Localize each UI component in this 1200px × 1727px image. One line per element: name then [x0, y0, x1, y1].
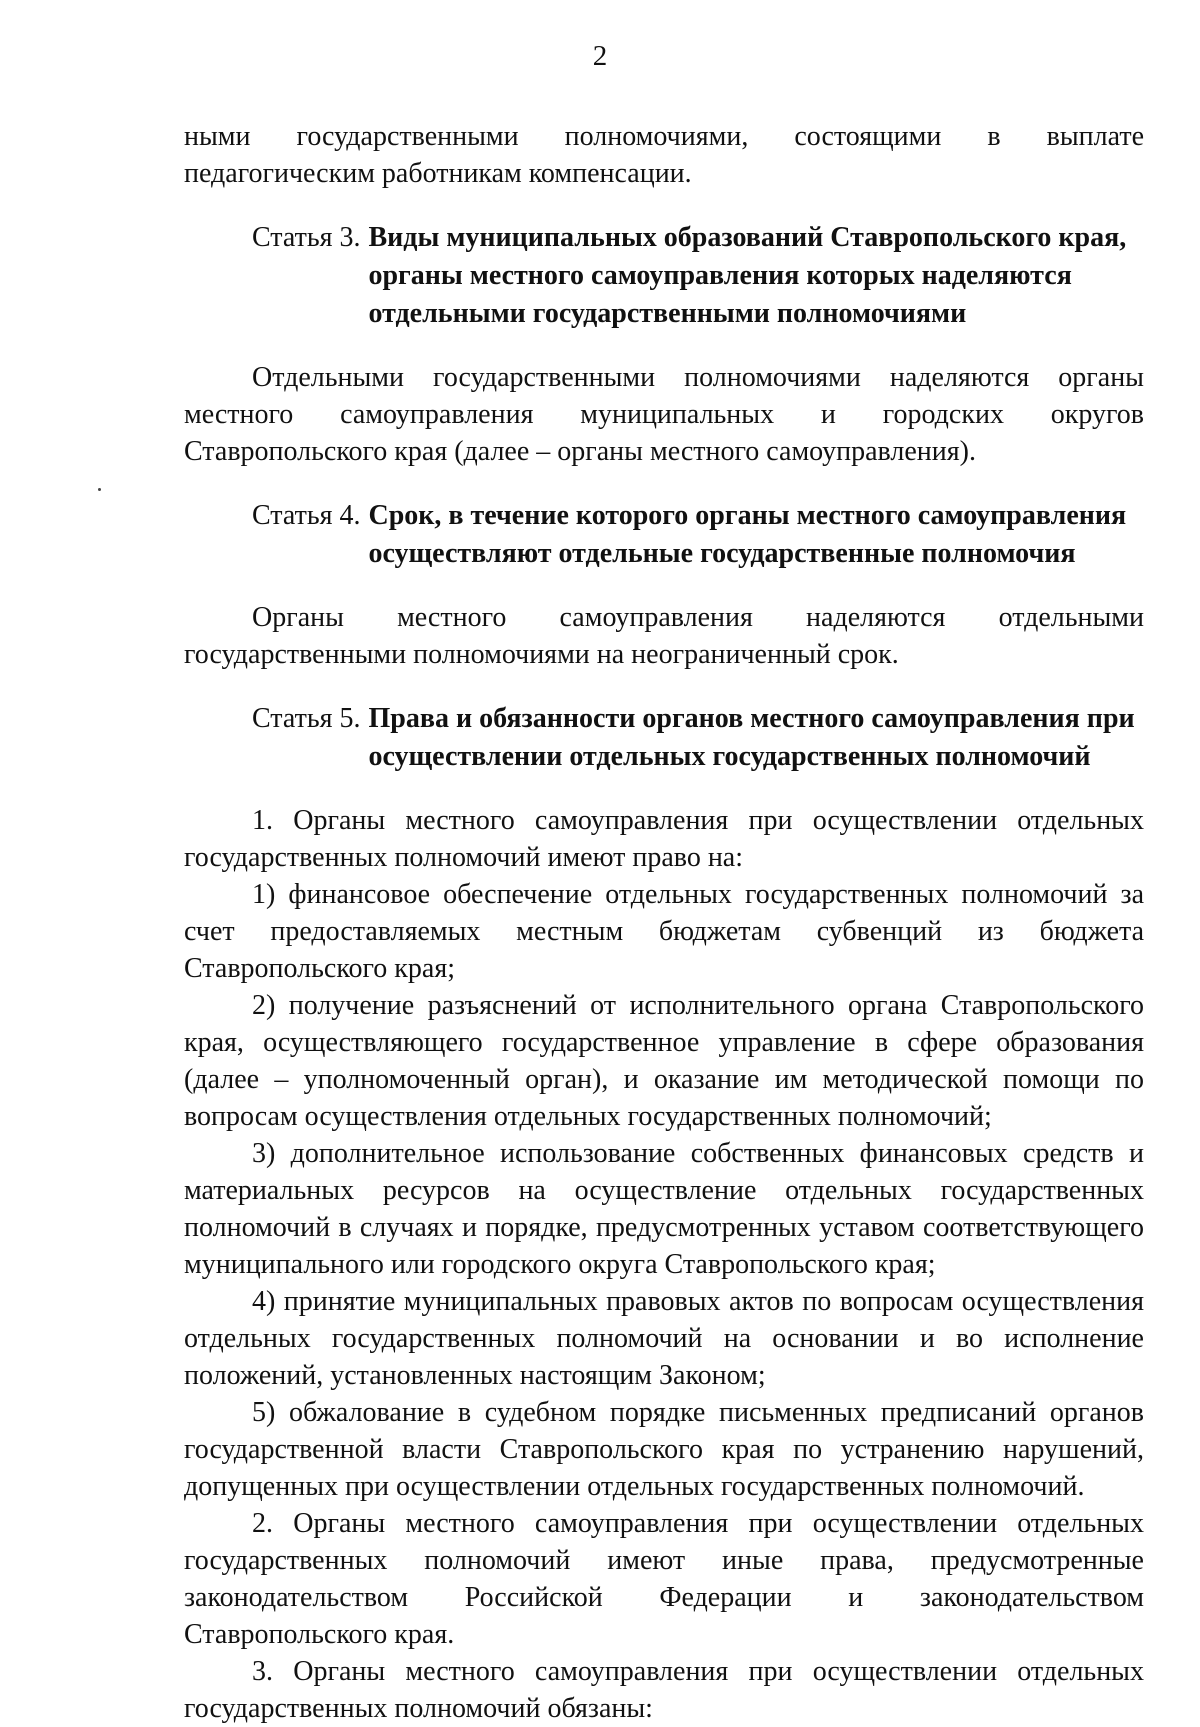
- article-3-text: Отдельными государственными полномочиями наделяются органы местного самоуправления муниципальных и городских округов Ставропольского края (далее – органы местного самоуправления).: [184, 362, 1144, 467]
- article-5-label: Статья 5.: [252, 703, 361, 734]
- article-3-label: Статья 3.: [252, 222, 361, 253]
- page-number: 2: [592, 40, 608, 72]
- article-5-paragraph: 4) принятие муниципальных правовых актов по вопросам осуществления отдельных государственных полномочий на основании и во исполнение положений, установленных настоящим Законом;: [184, 1286, 1144, 1391]
- article-3-title-line: органы местного самоуправления которых наделяются: [368, 260, 1072, 291]
- scan-artifact-dot: [98, 488, 101, 491]
- article-4-text: Органы местного самоуправления наделяются отдельными государственными полномочиями на неограниченный срок.: [184, 602, 1144, 670]
- article-5-paragraph: 5) обжалование в судебном порядке письменных предписаний органов государственной власти Ставропольского края по устранению нарушений, допущенных при осуществлении отдельных государственных полномочий.: [184, 1397, 1144, 1502]
- intro-paragraph: ными государственными полномочиями, состоящими в выплате педагогическим работникам компенсации.: [184, 121, 1144, 189]
- article-5-paragraph: 3) дополнительное использование собственных финансовых средств и материальных ресурсов на осуществление отдельных государственных полномочий в случаях и порядке, предусмотренных уставом соответствующего муниципального или городского округа Ставропольского края;: [184, 1138, 1144, 1280]
- article-3-heading: [184, 219, 1144, 333]
- article-5-paragraph: 1) финансовое обеспечение отдельных государственных полномочий за счет предоставляемых местным бюджетам субвенций из бюджета Ставропольского края;: [184, 879, 1144, 984]
- article-3-title-line: Виды муниципальных образований Ставропольского края,: [368, 222, 1127, 253]
- article-3-title-line: отдельными государственными полномочиями: [368, 298, 967, 329]
- article-5-paragraph: 1. Органы местного самоуправления при осуществлении отдельных государственных полномочий имеют право на:: [184, 805, 1144, 873]
- article-4-heading: [184, 497, 1144, 573]
- article-5-paragraph: 2. Органы местного самоуправления при осуществлении отдельных государственных полномочий имеют иные права, предусмотренные законодательством Российской Федерации и законодательством Ставропольского края.: [184, 1508, 1144, 1650]
- article-5-paragraph: 3. Органы местного самоуправления при осуществлении отдельных государственных полномочий обязаны:: [184, 1656, 1144, 1724]
- article-4-title-line: осуществляют отдельные государственные полномочия: [368, 538, 1076, 569]
- article-4-title-line: Срок, в течение которого органы местного самоуправления: [368, 500, 1127, 531]
- article-5-title-line: Права и обязанности органов местного самоуправления при: [368, 703, 1135, 734]
- document-body: [184, 118, 1144, 1727]
- article-5-title-line: осуществлении отдельных государственных полномочий: [368, 741, 1091, 772]
- article-3-title: [368, 219, 1126, 333]
- article-4-label: Статья 4.: [252, 500, 361, 531]
- article-5-title: [368, 700, 1134, 776]
- article-5-paragraph: 2) получение разъяснений от исполнительного органа Ставропольского края, осуществляющего государственное управление в сфере образования (далее – уполномоченный орган), и оказание им методической помощи по вопросам осуществления отдельных государственных полномочий;: [184, 990, 1144, 1132]
- article-5-heading: [184, 700, 1144, 776]
- article-4-title: [368, 497, 1126, 573]
